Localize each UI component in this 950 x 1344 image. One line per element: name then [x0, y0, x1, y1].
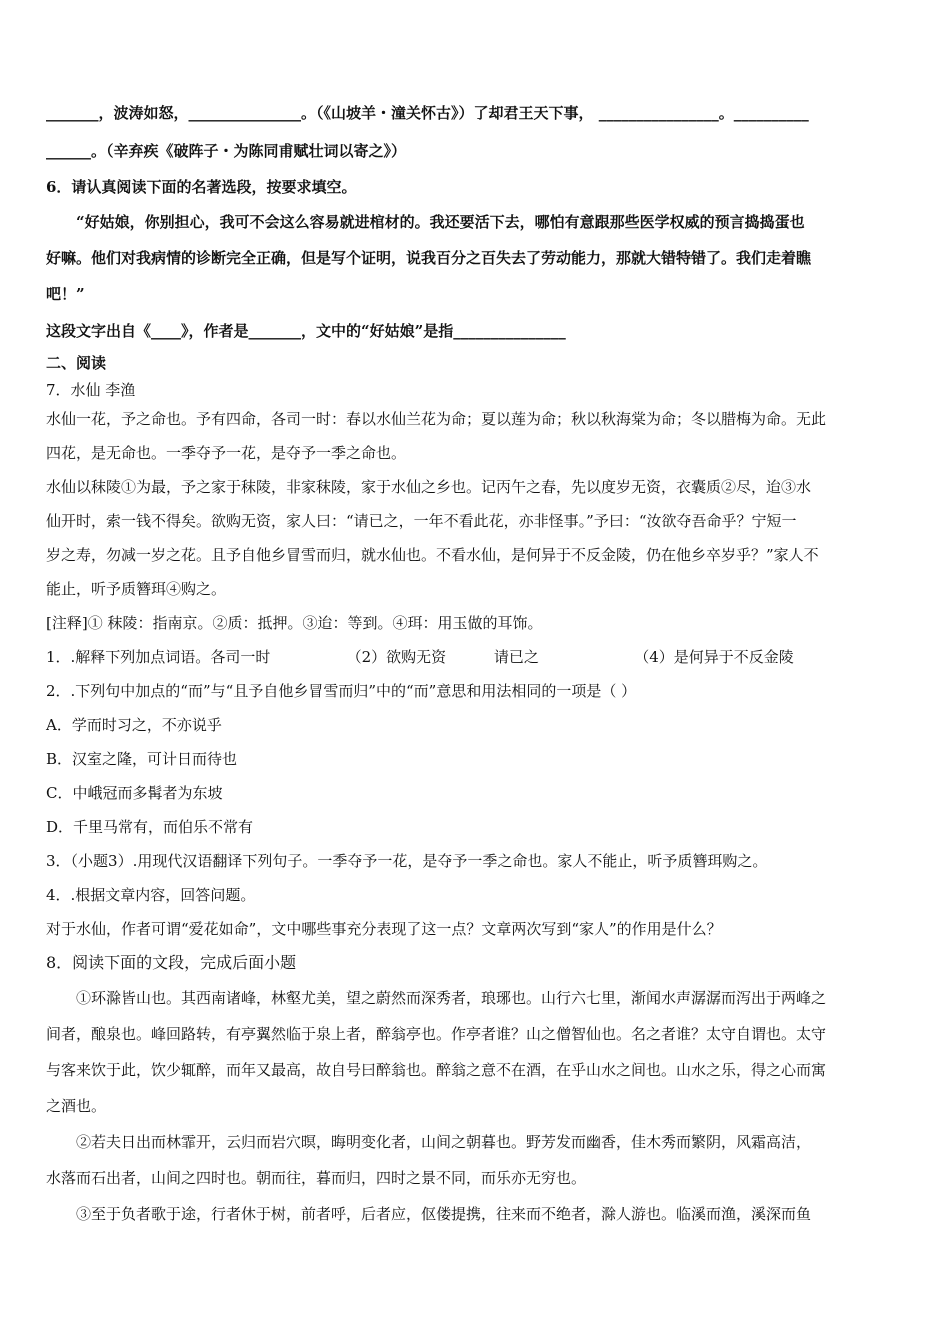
q8-paragraph-line: ①环滁皆山也。其西南诸峰，林壑尤美，望之蔚然而深秀者，琅琊也。山行六七里，渐闻水声潺潺而泻出于两峰之 — [76, 989, 827, 1007]
q6-passage-line: “好姑娘，你别担心，我可不会这么容易就进棺材的。我还要活下去，哪怕有意跟那些医学权威的预言捣捣蛋也 — [76, 213, 805, 231]
q7-option-c: C．中峨冠而多髯者为东坡 — [46, 784, 223, 802]
q7-paragraph-line: 水仙以秣陵①为最，予之家于秣陵，非家秣陵，家于水仙之乡也。记丙午之春，先以度岁无资，衣囊质②尽，迨③水 — [46, 478, 812, 496]
q7-option-a: A．学而时习之，不亦说乎 — [46, 716, 222, 734]
q7-option-b: B．汉室之隆，可计日而待也 — [46, 750, 238, 768]
q7-title: 7．水仙 李渔 — [46, 381, 136, 399]
q8-paragraph-line: ②若夫日出而林霏开，云归而岩穴暝，晦明变化者，山间之朝暮也。野芳发而幽香，佳木秀而繁阴，风霜高洁， — [76, 1133, 812, 1151]
q7-paragraph-line: 岁之寿，勿减一岁之花。且予自他乡冒雪而归，就水仙也。不看水仙，是何异于不反金陵，仍在他乡卒岁乎？”家人不 — [46, 546, 819, 564]
q7-sub-question-1: 1．.解释下列加点词语。各司一时 （2）欲购无资 请已之 （4）是何异于不反金陵 — [46, 648, 794, 666]
q6-fill-blank: 这段文字出自《____》，作者是_______，文中的“好姑娘”是指_______________ — [46, 322, 566, 340]
q8-paragraph-line: 水落而石出者，山间之四时也。朝而往，暮而归，四时之景不同，而乐亦无穷也。 — [46, 1169, 587, 1187]
q8-paragraph-line: 与客来饮于此，饮少辄醉，而年又最高，故自号曰醉翁也。醉翁之意不在酒，在乎山水之间也。山水之乐，得之心而寓 — [46, 1061, 827, 1079]
q7-option-d: D．千里马常有，而伯乐不常有 — [46, 818, 254, 836]
q6-passage-line: 好嘛。他们对我病情的诊断完全正确，但是写个证明，说我百分之百失去了劳动能力，那就大错特错了。我们走着瞧 — [46, 249, 812, 267]
q7-sub-question-2: 2．.下列句中加点的“而”与“且予自他乡冒雪而归”中的“而”意思和用法相同的一项是（ ） — [46, 682, 637, 700]
q8-title: 8．阅读下面的文段，完成后面小题 — [46, 953, 297, 972]
q7-paragraph-line: 能止，听予质簪珥④购之。 — [46, 580, 227, 598]
q7-paragraph-line: 水仙一花，予之命也。予有四命，各司一时：春以水仙兰花为命；夏以莲为命；秋以秋海棠为命；冬以腊梅为命。无此 — [46, 410, 827, 428]
poem-fill-line-2: ______。（辛弃疾《破阵子・为陈同甫赋壮词以寄之》） — [46, 142, 407, 160]
section-heading-reading: 二、阅读 — [46, 354, 107, 372]
q6-title: 6．请认真阅读下面的名著选段，按要求填空。 — [46, 178, 357, 196]
q7-footnote: [注释]① 秣陵：指南京。②质：抵押。③迨：等到。④珥：用玉做的耳饰。 — [46, 614, 543, 632]
q8-paragraph-line: ③至于负者歌于途，行者休于树，前者呼，后者应，伛偻提携，往来而不绝者，滁人游也。临溪而渔，溪深而鱼 — [76, 1205, 812, 1223]
document-page — [46, 96, 906, 1232]
q7-paragraph-line: 仙开时，索一钱不得矣。欲购无资，家人曰：“请已之，一年不看此花，亦非怪事。”予曰：“汝欲夺吾命乎？宁短一 — [46, 512, 797, 530]
q8-paragraph-line: 之酒也。 — [46, 1097, 107, 1115]
q7-sub-question-3: 3．（小题3）.用现代汉语翻译下列句子。一季夺予一花，是夺予一季之命也。家人不能止，听予质簪珥购之。 — [46, 852, 768, 870]
poem-fill-line-1: _______，波涛如怒，_______________。（《山坡羊・潼关怀古》）了却君王天下事， ________________。__________ — [46, 104, 809, 122]
q7-paragraph-line: 四花，是无命也。一季夺予一花，是夺予一季之命也。 — [46, 444, 407, 462]
q7-sub-question-4-prompt: 对于水仙，作者可谓“爱花如命”，文中哪些事充分表现了这一点？文章两次写到“家人”的作用是什么？ — [46, 920, 722, 938]
q7-sub-question-4: 4．.根据文章内容，回答问题。 — [46, 886, 256, 904]
q6-passage-line: 吧！” — [46, 285, 85, 303]
q8-paragraph-line: 间者，酿泉也。峰回路转，有亭翼然临于泉上者，醉翁亭也。作亭者谁？山之僧智仙也。名之者谁？太守自谓也。太守 — [46, 1025, 827, 1043]
